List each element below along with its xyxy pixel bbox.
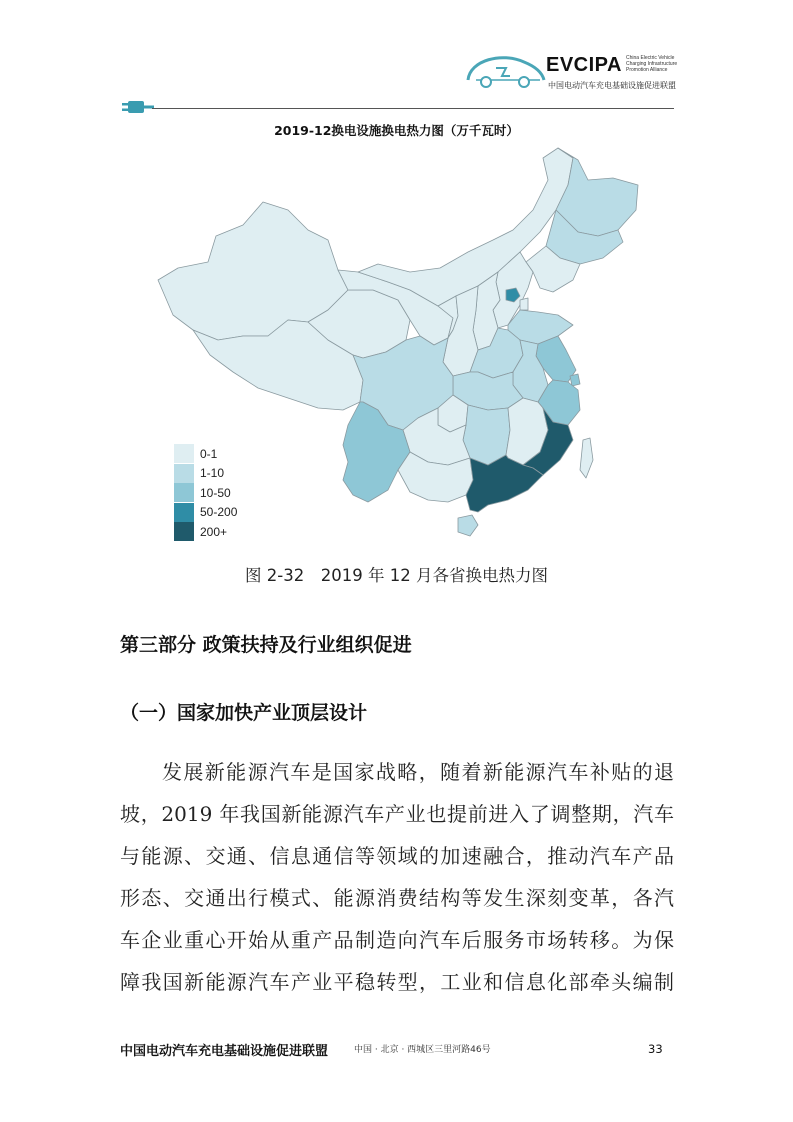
paragraph-line: 与能源、交通、信息通信等领域的加速融合，推动汽车产品 <box>120 844 674 868</box>
legend-label: 0-1 <box>200 446 218 461</box>
logo-chinese-name: 中国电动汽车充电基础设施促进联盟 <box>548 81 676 90</box>
page-number: 33 <box>648 1042 663 1056</box>
logo-subtitle-line: Promotion Alliance <box>626 67 668 73</box>
legend-item <box>174 522 237 542</box>
logo-title: EVCIPA <box>546 54 622 76</box>
legend-swatch <box>174 503 194 522</box>
province-hainan <box>458 515 478 536</box>
legend-swatch <box>174 483 194 502</box>
legend-swatch <box>174 464 194 483</box>
paragraph-line: 障我国新能源汽车产业平稳转型，工业和信息化部牵头编制 <box>120 970 674 994</box>
legend-swatch <box>174 522 194 541</box>
legend-item <box>174 444 237 464</box>
legend-item <box>174 503 237 523</box>
paragraph-line: 坡，2019 年我国新能源汽车产业也提前进入了调整期，汽车 <box>120 802 674 826</box>
legend-item <box>174 483 237 503</box>
header-divider <box>152 108 674 109</box>
map-legend <box>174 444 237 542</box>
plug-icon <box>120 97 154 117</box>
legend-label: 1-10 <box>200 466 225 481</box>
paragraph-line: 发展新能源汽车是国家战略，随着新能源汽车补贴的退 <box>162 760 674 784</box>
paragraph-line: 形态、交通出行模式、能源消费结构等发生深刻变革，各汽 <box>120 886 674 910</box>
sub-heading: （一）国家加快产业顶层设计 <box>120 702 368 724</box>
legend-swatch <box>174 444 194 463</box>
figure-caption: 图 2-32 2019 年 12 月各省换电热力图 <box>245 566 548 585</box>
legend-label: 10-50 <box>200 485 231 500</box>
province-shanghai <box>570 374 580 386</box>
logo-subtitle-line: Charging Infrastructure <box>626 61 678 67</box>
section-heading: 第三部分 政策扶持及行业组织促进 <box>120 634 412 656</box>
legend-item <box>174 464 237 484</box>
province-hunan <box>463 405 510 465</box>
province-taiwan <box>580 438 593 478</box>
map-title: 2019-12换电设施换电热力图（万千瓦时） <box>274 123 519 138</box>
legend-label: 50-200 <box>200 505 238 520</box>
paragraph-line: 车企业重心开始从重产品制造向汽车后服务市场转移。为保 <box>120 928 674 952</box>
logo-subtitle-line: China Electric Vehicle <box>626 55 675 61</box>
legend-label: 200+ <box>200 524 228 539</box>
province-tianjin <box>520 298 528 310</box>
logo-subtitle <box>626 55 686 73</box>
footer-address: 中国 · 北京 · 西城区三里河路46号 <box>354 1045 491 1055</box>
footer-organization: 中国电动汽车充电基础设施促进联盟 <box>120 1044 329 1059</box>
